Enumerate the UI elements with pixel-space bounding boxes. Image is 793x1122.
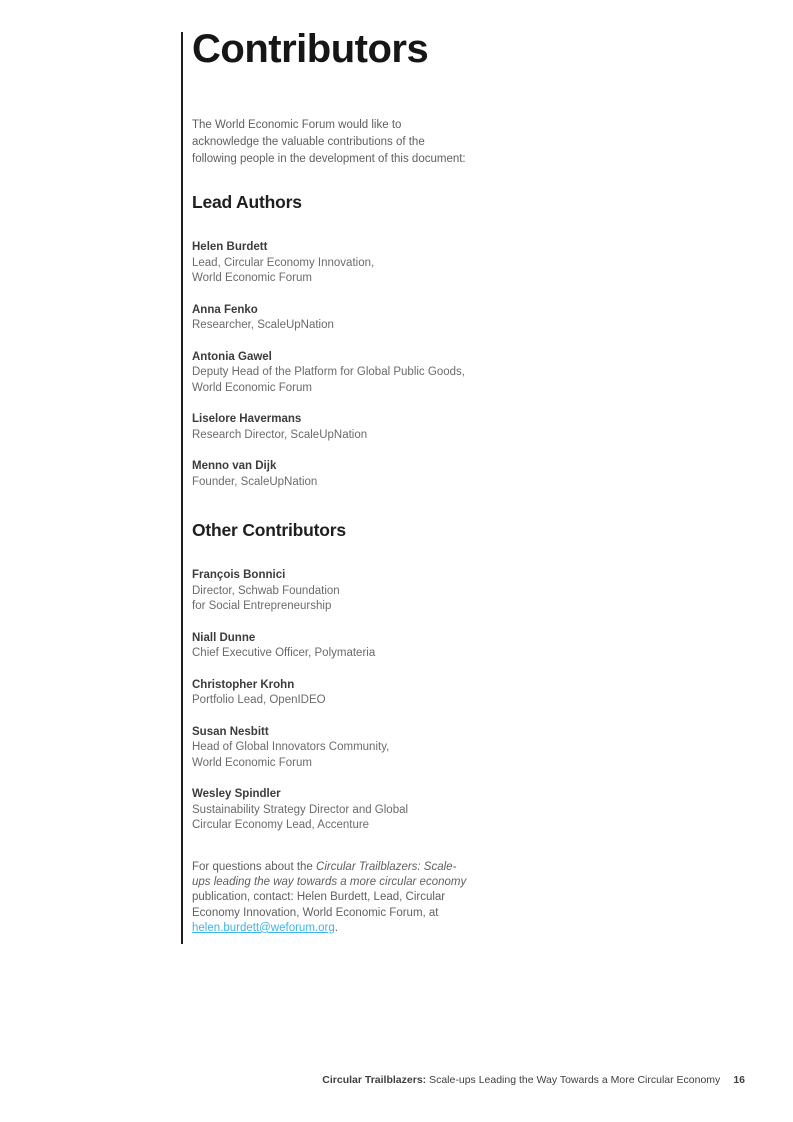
section-heading: Other Contributors [192, 520, 346, 540]
contributor-role: Portfolio Lead, OpenIDEO [192, 694, 326, 706]
contributor-name: Antonia Gawel [192, 350, 272, 363]
contributor-role: Deputy Head of the Platform for Global Public Goods, [192, 366, 465, 378]
contributor-role: Research Director, ScaleUpNation [192, 428, 368, 441]
contributor-role: for Social Entrepreneurship [192, 600, 332, 612]
contributor-role: World Economic Forum [192, 756, 312, 769]
contact-prefix: For questions about the [192, 861, 317, 873]
contributor-sections [192, 191, 468, 834]
contributor-name: Anna Fenko [192, 303, 258, 316]
contributor-role: Sustainability Strategy Director and Global [192, 803, 409, 816]
contributor-entry [192, 303, 468, 334]
footer-page-number: 16 [733, 1074, 745, 1086]
content-column [192, 28, 468, 850]
contact-email-link[interactable]: helen.burdett@weforum.org [192, 921, 335, 934]
contributor-entry [192, 412, 468, 443]
contributor-role: Head of Global Innovators Community, [192, 741, 390, 753]
intro-paragraph: The World Economic Forum would like to acknowledge the valuable contributions of the following people in the development of this document: [192, 119, 466, 165]
contributor-entry [192, 350, 468, 397]
contributor-entry [192, 568, 468, 615]
contributor-entry [192, 240, 468, 287]
contact-publication-title: Circular Trailblazers: Scale-ups leading the way towards a more circular economy [192, 861, 467, 889]
contributor-entry [192, 787, 468, 834]
contributor-role: Lead, Circular Economy Innovation, [192, 256, 375, 269]
contributor-name: Susan Nesbitt [192, 725, 269, 738]
contributor-role: Founder, ScaleUpNation [192, 475, 318, 488]
contributor-name: Menno van Dijk [192, 460, 277, 472]
contributor-role: World Economic Forum [192, 272, 312, 284]
page-title: Contributors [192, 27, 429, 71]
contributor-name: Niall Dunne [192, 631, 256, 644]
contributor-role: Director, Schwab Foundation [192, 584, 340, 597]
contributor-role: Circular Economy Lead, Accenture [192, 819, 370, 831]
footer-doc-title-rest: Scale-ups Leading the Way Towards a More Circular Economy [426, 1074, 721, 1086]
contributor-name: Liselore Havermans [192, 413, 302, 425]
contact-suffix: . [334, 921, 338, 934]
contact-paragraph [192, 860, 469, 936]
contributor-role: Chief Executive Officer, Polymateria [192, 647, 376, 659]
title-vertical-rule [181, 32, 183, 944]
contributor-name: Helen Burdett [192, 241, 268, 253]
contributor-role: Researcher, ScaleUpNation [192, 319, 334, 331]
contributor-name: François Bonnici [192, 569, 286, 581]
contributor-name: Wesley Spindler [192, 788, 281, 800]
contributor-entry [192, 459, 468, 490]
contributor-entry [192, 678, 468, 709]
contributor-entry [192, 631, 468, 662]
contributor-role: World Economic Forum [192, 381, 312, 394]
contributor-name: Christopher Krohn [192, 678, 295, 691]
footer-doc-title-bold: Circular Trailblazers: [322, 1074, 427, 1086]
section-heading: Lead Authors [192, 192, 302, 212]
page-footer [322, 1074, 745, 1087]
contact-middle: publication, contact: Helen Burdett, Lead, Circular Economy Innovation, World Economic Forum, at [192, 891, 446, 919]
contributor-entry [192, 725, 468, 772]
